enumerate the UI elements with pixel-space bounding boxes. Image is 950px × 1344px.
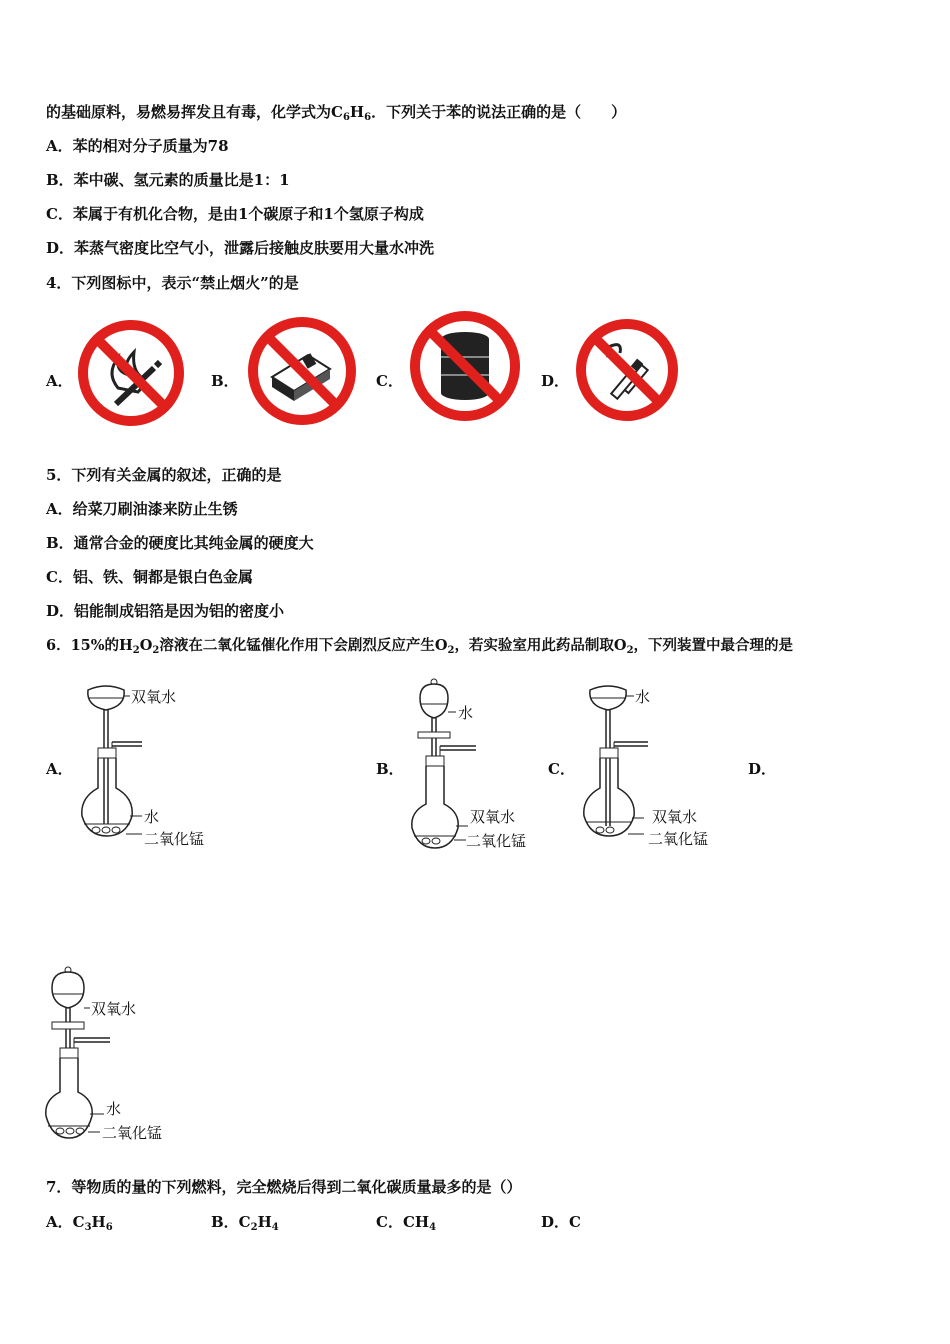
q6-label-c: C． [548,760,575,778]
apparatus-b-bottom-label: 二氧化锰 [466,832,527,850]
q6-label-a: A． [46,760,73,778]
q7-option-a: A．$C_3H_6$ [46,1213,113,1233]
apparatus-c-bottom-label: 二氧化锰 [648,830,709,848]
q7-option-d: D．C [541,1213,581,1231]
q5-stem: 5．下列有关金属的叙述，正确的是 [46,466,282,484]
apparatus-d-top-label: 双氧水 [91,1000,137,1018]
apparatus-d-diagram [44,964,194,1144]
apparatus-b-mid-label: 双氧水 [470,808,516,826]
q5-option-c: C．铝、铁、铜都是银白色金属 [46,568,253,586]
q7-option-c: C．$CH_4$ [376,1213,437,1233]
q6-stem: 6．15%的$H_2O_2$溶液在二氧化锰催化作用下会剧烈反应产生$O_2$，若实验室用此药品制取$O_2$，下列装置中最合理的是 [46,637,794,656]
q3-option-c: C．苯属于有机化合物，是由1个碳原子和1个氢原子构成 [46,205,424,223]
q3-option-b: B．苯中碳、氢元素的质量比是1：1 [46,171,290,189]
no-fire-smoking-icon [76,318,186,428]
apparatus-a-diagram [76,676,226,854]
apparatus-b-diagram [406,676,556,854]
apparatus-c-mid-label: 双氧水 [652,808,698,826]
q3-stem: 的基础原料，易燃易挥发且有毒，化学式为$C_6H_6$．下列关于苯的说法正确的是（ ） [46,103,627,123]
apparatus-d-mid-label: 水 [106,1100,122,1118]
apparatus-a-mid-label: 水 [144,808,160,826]
no-oil-drum-icon [408,309,522,423]
apparatus-a-bottom-label: 二氧化锰 [144,830,205,848]
q5-option-b: B．通常合金的硬度比其纯金属的硬度大 [46,534,314,552]
apparatus-c-diagram [578,676,728,854]
q7-stem: 7．等物质的量的下列燃料，完全燃烧后得到二氧化碳质量最多的是（） [46,1178,522,1196]
q3-option-a: A．苯的相对分子质量为78 [46,137,229,155]
q3-option-d: D．苯蒸气密度比空气小，泄露后接触皮肤要用大量水冲洗 [46,239,435,257]
q6-label-d: D． [748,760,777,778]
no-matches-icon [246,315,358,427]
q6-label-b: B． [376,760,404,778]
apparatus-b-top-label: 水 [458,704,474,722]
apparatus-a-top-label: 双氧水 [131,688,177,706]
q4-stem: 4．下列图标中，表示“禁止烟火”的是 [46,274,299,292]
q4-label-c: C． [376,372,403,390]
q7-option-b: B．$C_2H_4$ [211,1213,279,1233]
no-smoking-icon [574,317,680,423]
q4-label-a: A． [46,372,73,390]
q5-option-a: A．给菜刀刷油漆来防止生锈 [46,500,238,518]
apparatus-d-bottom-label: 二氧化锰 [102,1124,163,1142]
apparatus-c-top-label: 水 [635,688,651,706]
q4-label-b: B． [211,372,239,390]
q5-option-d: D．铝能制成铝箔是因为铝的密度小 [46,602,285,620]
q4-label-d: D． [541,372,570,390]
